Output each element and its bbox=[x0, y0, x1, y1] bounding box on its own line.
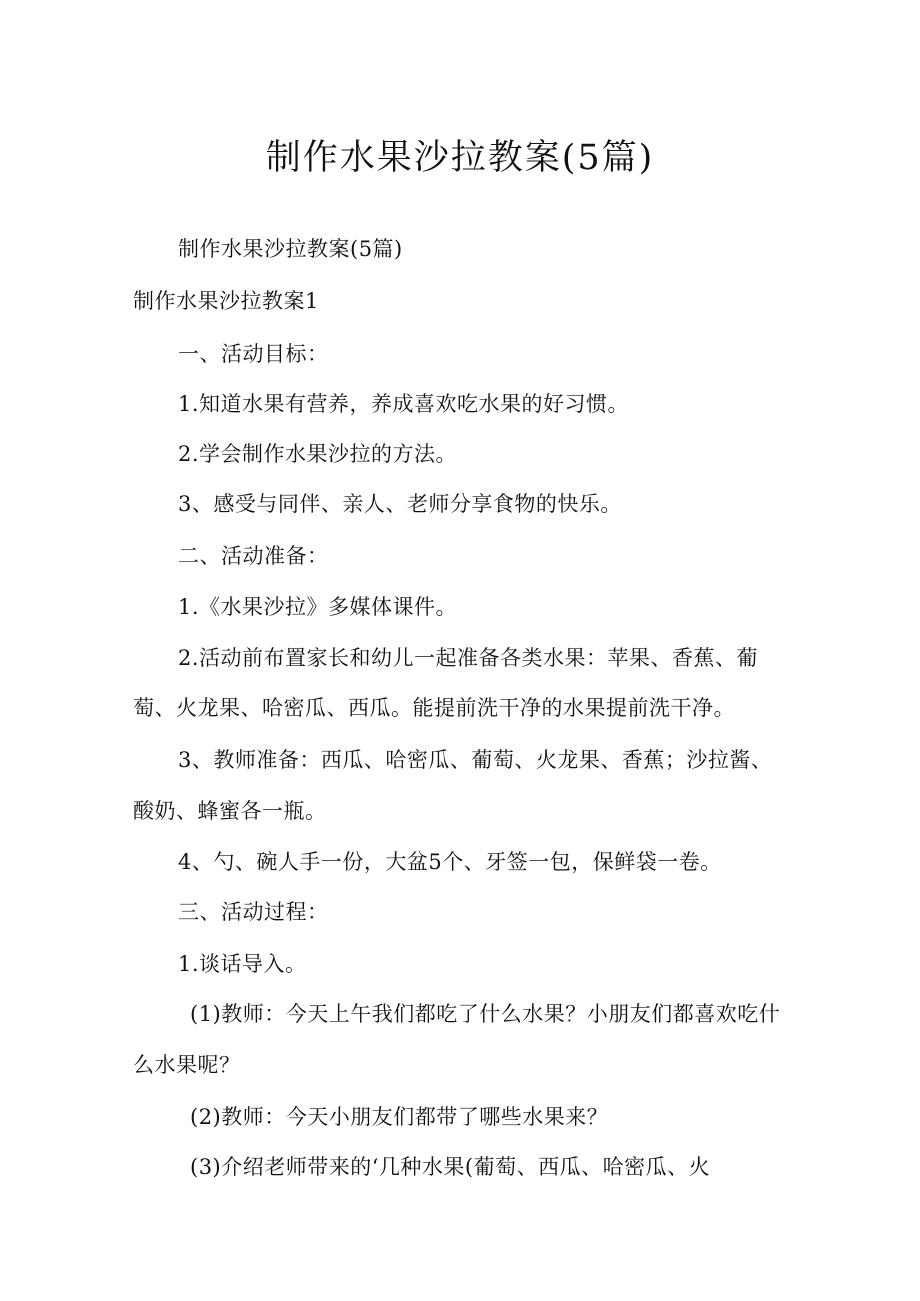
paragraph-line: 4、勺、碗人手一份，大盆5个、牙签一包，保鲜袋一卷。 bbox=[178, 850, 722, 874]
paragraph-line: 3、教师准备：西瓜、哈密瓜、葡萄、火龙果、香蕉；沙拉酱、 bbox=[178, 748, 773, 772]
paragraph-line: 3、感受与同伴、亲人、老师分享食物的快乐。 bbox=[178, 492, 622, 516]
paragraph-line: 二、活动准备： bbox=[178, 544, 329, 568]
paragraph-line: 2.活动前布置家长和幼儿一起准备各类水果：苹果、香蕉、葡 bbox=[178, 646, 759, 670]
paragraph-line: (1)教师：今天上午我们都吃了什么水果？小朋友们都喜欢吃什 bbox=[190, 1002, 781, 1026]
paragraph-line: 1.《水果沙拉》多媒体课件。 bbox=[178, 595, 458, 619]
paragraph-line: (2)教师：今天小朋友们都带了哪些水果来？ bbox=[190, 1105, 609, 1129]
paragraph-line: 酸奶、蜂蜜各一瓶。 bbox=[133, 799, 327, 823]
document-title: 制作水果沙拉教案(5篇) bbox=[265, 138, 655, 178]
paragraph-line: 三、活动过程： bbox=[178, 900, 329, 924]
subtitle-line: 制作水果沙拉教案(5篇) bbox=[178, 237, 403, 261]
paragraph-line: 1.谈话导入。 bbox=[178, 952, 307, 976]
paragraph-line: 萄、火龙果、哈密瓜、西瓜。能提前洗干净的水果提前洗干净。 bbox=[133, 696, 735, 720]
paragraph-line: (3)介绍老师带来的‘几种水果(葡萄、西瓜、哈密瓜、火 bbox=[190, 1155, 711, 1179]
paragraph-line: 一、活动目标： bbox=[178, 342, 329, 366]
section-heading: 制作水果沙拉教案1 bbox=[133, 289, 319, 313]
paragraph-line: 1.知道水果有营养，养成喜欢吃水果的好习惯。 bbox=[178, 392, 630, 416]
paragraph-line: 2.学会制作水果沙拉的方法。 bbox=[178, 442, 458, 466]
paragraph-line: 么水果呢？ bbox=[133, 1053, 241, 1077]
